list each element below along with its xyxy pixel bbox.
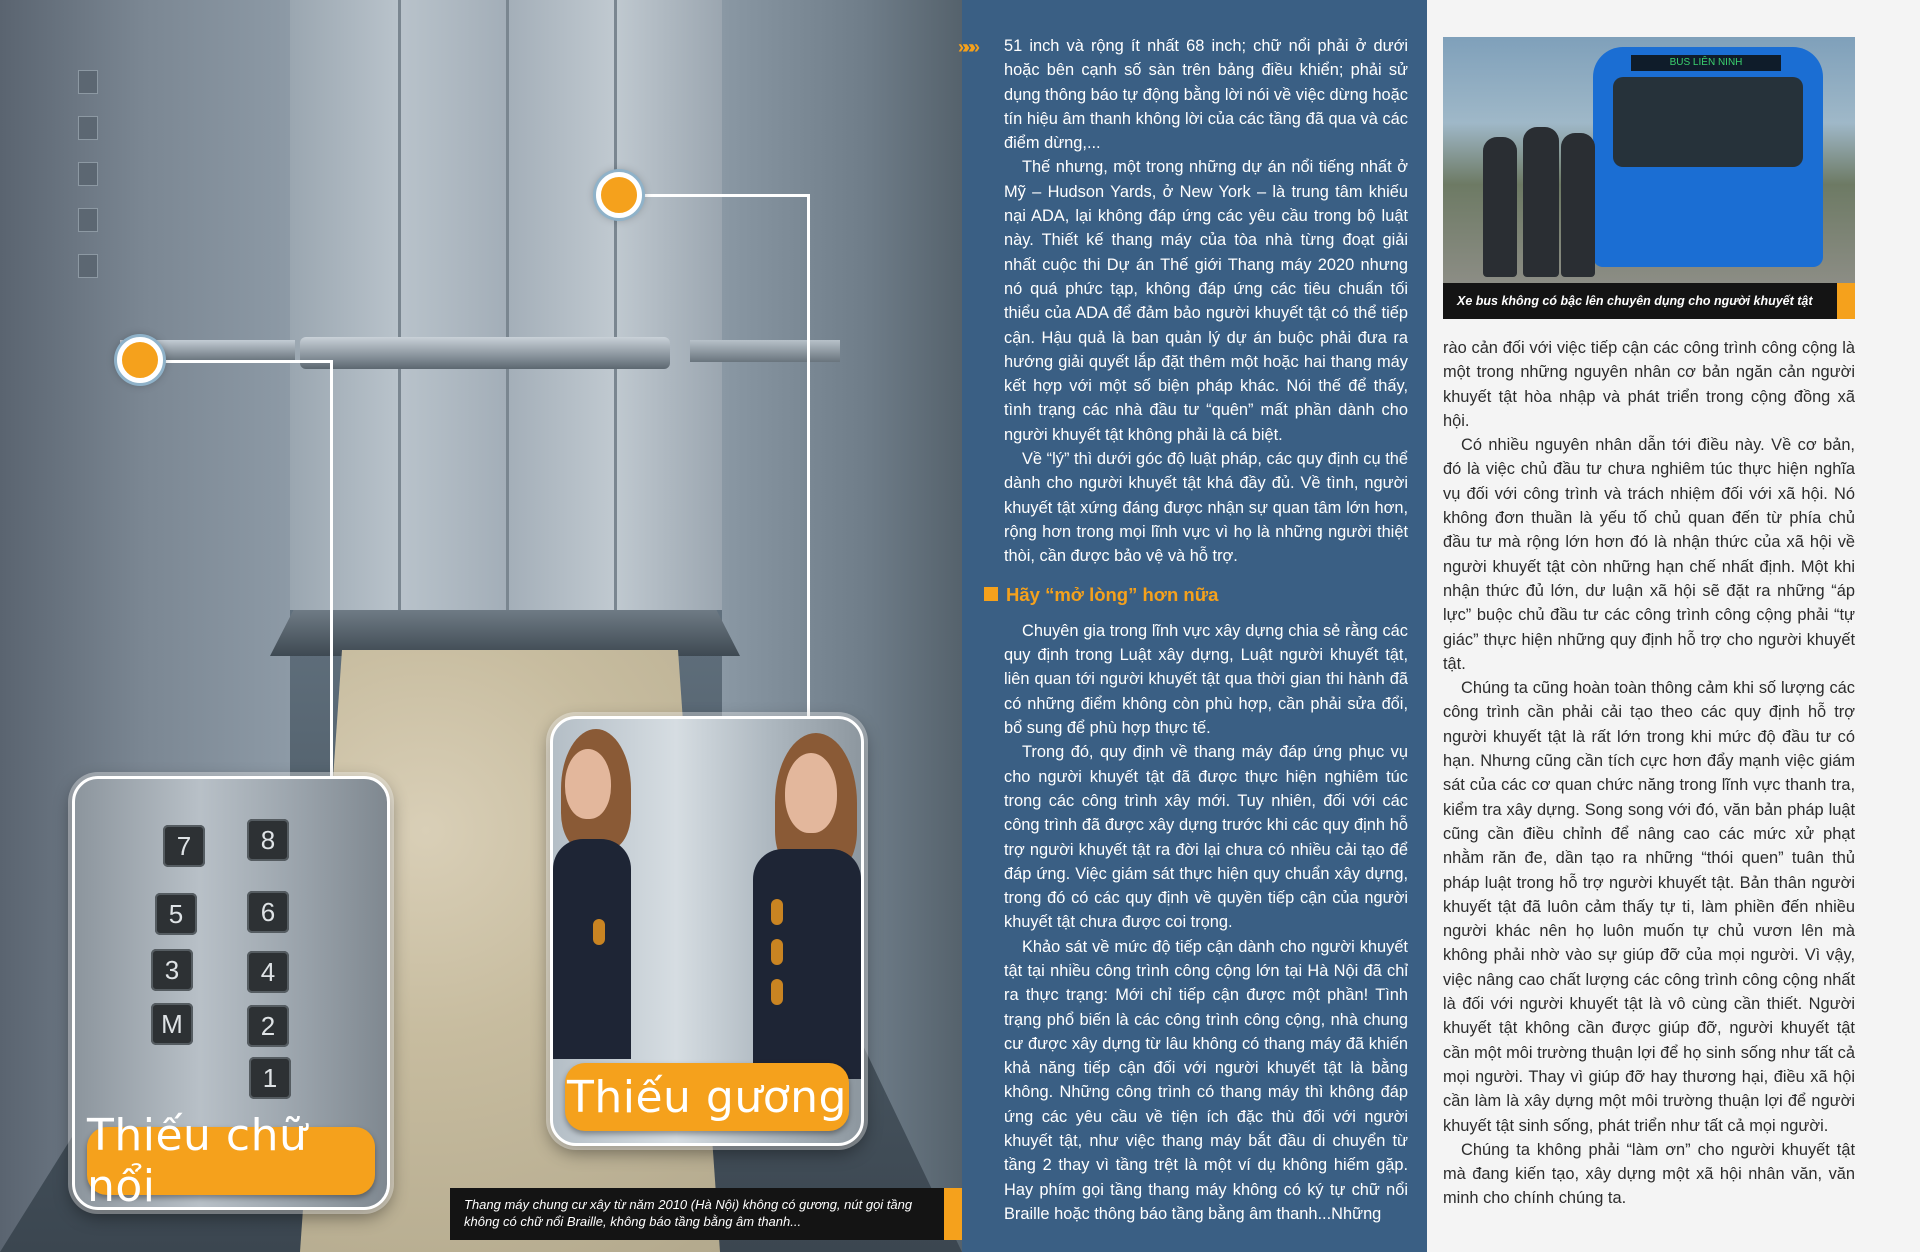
paragraph: Về “lý” thì dưới góc độ luật pháp, các quy định cụ thể dành cho người khuyết tật khá đầy đủ. Về tình, người khuyết tật xứng đáng được nhận sự quan tâm lớn hơn, rộng hơn trong mọi lĩnh vực vì họ là những người thiệt thòi, cần được bảo vệ và hỗ trợ. (1004, 450, 1408, 566)
panel-seam (398, 0, 401, 610)
floor-key: M (151, 1003, 193, 1045)
callout-marker (596, 172, 642, 218)
paragraph: Chúng ta cũng hoàn toàn thông cảm khi số lượng các công trình cần phải cải tạo theo các quy định hỗ trợ người khuyết tật là rất lớn trong khi mức độ đầu tư có hạn. Nhưng cũng cần tích cực hơn đẩy mạnh việc giám sát của các cơ quan chức năng trong lĩnh vực thanh tra, kiểm tra xây dựng. Song song với đó, văn bản pháp luật cũng cần điều chỉnh để nâng cao các mức xử phạt nhằm răn đe, dần tạo ra những “thói quen” tuân thủ pháp luật trong hỗ trợ người khuyết tật. Bản thân người khuyết tật đã luôn cảm thấy tự ti, làm phiền đến nhiều người khác nên họ luôn muốn tự chủ vươn lên mà không phải nhờ vào sự giúp đỡ của mọi người. Vì vậy, việc nâng cao chất lượng các công trình công cộng nhất là đối với người khuyết tật là vô cùng cần thiết. Người khuyết tật không cần được giúp đỡ, người khuyết tật cần một môi trường thuận lợi để họ sinh sống như tất cả mọi người. Thay vì giúp đỡ hay thương hại, điều xã hội cần làm là xây dựng một môi trường thuận lợi để người khuyết tật sinh sống, phát triển như tất cả mọi người. (1443, 679, 1855, 1135)
paragraph: Khảo sát về mức độ tiếp cận dành cho người khuyết tật tại nhiều công trình công cộng lớn tại Hà Nội đã chỉ ra thực trạng: Mới chỉ tiếp cận được một phần! Tình trạng phổ biến là các công trình công cộng, nhà chung cư được xây dựng từ lâu không có thang máy đã khiến khả năng tiếp cận đối với người khuyết tật là bằng không. Những công trình có thang máy thì không đáp ứng các yêu cầu về tiện ích đặc thù đối với người khuyết tật, như việc thang máy bắt đầu di chuyển từ tầng 2 thay vì tầng trệt là một ví dụ không hiếm gặp. Hay phím gọi tầng thang máy không có ký tự chữ nổi Braille hoặc thông báo tầng bằng âm thanh...Những (1004, 937, 1408, 1223)
floor-key: 7 (163, 825, 205, 867)
connector-line (140, 360, 332, 363)
bus-windshield (1613, 77, 1803, 167)
bus-route-sign: BUS LIÊN NINH (1631, 55, 1781, 71)
paragraph: Chuyên gia trong lĩnh vực xây dựng chia sẻ rằng các quy định trong Luật xây dựng, Luật người khuyết tật, liên quan tới người khuyết tật qua thời gian thi hành đã có những điểm không còn phù hợp, cần phải sửa đổi, bổ sung để phù hợp thực tế. (1004, 621, 1408, 738)
girl-face (785, 753, 837, 833)
inset-keypad (72, 776, 390, 1210)
floor-key: 3 (151, 949, 193, 991)
paragraph: rào cản đối với việc tiếp cận các công trình công cộng là một trong những nguyên nhân cơ bản ngăn cản người khuyết tật hòa nhập và phát triển trong cộng đồng xã hội. (1443, 339, 1855, 430)
paragraph: 51 inch và rộng ít nhất 68 inch; chữ nổi phải ở dưới hoặc bên cạnh số sàn trên bảng điều khiển; phải sử dụng thông báo tự động bằng lời nói về việc dừng hoặc tín hiệu âm thanh không lời của các tầng đã qua và các điểm dừng,... (1004, 37, 1408, 153)
bus-photo-caption-text: Xe bus không có bậc lên chuyên dụng cho người khuyết tật (1457, 294, 1813, 308)
article-text (1004, 34, 1408, 1226)
section-heading (1004, 583, 1408, 607)
girl-coat (753, 849, 861, 1079)
paragraph: Thế nhưng, một trong những dự án nổi tiếng nhất ở Mỹ – Hudson Yards, ở New York – là trung tâm khiếu nại ADA, lại không đáp ứng các yêu cầu trong bộ luật này. Thiết kế thang máy của tòa nhà từng đoạt giải nhất cuộc thi Dự án Thế giới Thang máy 2020 nhưng nó quá phức tạp, không đáp ứng các tiêu chuẩn tối thiểu của ADA để đảm bảo người khuyết tật có thể tiếp cận. Hậu quả là ban quản lý dự án buộc phải đưa ra hướng giải quyết lắp đặt thêm một hoặc hai thang máy kết hợp với một số biện pháp khác. Nói thế để thấy, tình trạng các nhà đầu tư “quên” mất phần dành cho người khuyết tật không phải là cá biệt. (1004, 158, 1408, 444)
continuation-chevrons-icon: »»» (958, 37, 977, 57)
paragraph: Có nhiều nguyên nhân dẫn tới điều này. Về cơ bản, đó là việc chủ đầu tư chưa nghiêm túc thực hiện nghĩa vụ đối với công trình và trách nhiệm đối với xã hội. Nó không đơn thuần là yếu tố chủ quan đến từ phía chủ đầu tư mà rộng lớn hơn đó là nhận thức của xã hội về người khuyết tật còn những hạn chế nhất định. Một khi nhận thức đủ lớn, dư luận xã hội sẽ đặt ra những “áp lực” buộc chủ đầu tư các công trình công cộng phải “tự giác” thực hiện những quy định hỗ trợ cho người khuyết tật. (1443, 436, 1855, 673)
floor-key: 6 (247, 891, 289, 933)
connector-line (626, 194, 810, 197)
photo-caption (450, 1188, 944, 1240)
passenger (1561, 133, 1595, 277)
paragraph: Chúng ta không phải “làm ơn” cho người khuyết tật mà đang kiến tạo, xây dựng một xã hội nhân văn, văn minh cho chính chúng ta. (1443, 1140, 1855, 1208)
passenger (1523, 127, 1559, 277)
paragraph: Trong đó, quy định về thang máy đáp ứng phục vụ cho người khuyết tật đã được thực hiện nghiêm túc trong các công trình xây mới. Tuy nhiên, đối với các công trình đã được xây dựng trước khi các quy định hỗ trợ người khuyết tật ra đời lại chưa có nhiều cải tạo để đáp ứng. Việc giám sát thực hiện quy chuẩn xây dựng, trong đó có các quy định về quyền tiếp cận của người khuyết tật chưa được coi trọng. (1004, 743, 1408, 932)
heading-square-icon (984, 587, 998, 601)
panel-seam (506, 0, 509, 610)
wall-button-strip (78, 70, 108, 330)
panel-seam (614, 0, 617, 610)
floor-key: 1 (249, 1057, 291, 1099)
reflection-coat (553, 839, 631, 1059)
floor-key: 8 (247, 819, 289, 861)
callout-marker (117, 337, 163, 383)
coat-toggle (771, 939, 783, 965)
coat-toggle (593, 919, 605, 945)
article-text (1443, 336, 1855, 1211)
caption-accent-bar (1837, 283, 1855, 319)
section-heading-text: Hãy “mở lòng” hơn nữa (1006, 583, 1219, 605)
handrail-right (690, 340, 840, 362)
elevator-back-panel (290, 0, 722, 610)
callout-missing-mirror: Thiếu gương (565, 1063, 849, 1131)
connector-line (330, 360, 333, 780)
connector-line (807, 194, 810, 719)
coat-toggle (771, 979, 783, 1005)
bus-photo (1443, 37, 1855, 283)
floor-key: 5 (155, 893, 197, 935)
floor-key: 2 (247, 1005, 289, 1047)
inset-mirror (550, 716, 864, 1146)
caption-accent-bar (944, 1188, 962, 1240)
reflection-face (565, 749, 611, 819)
photo-caption-line: không có chữ nổi Braille, không báo tầng bằng âm thanh... (464, 1214, 802, 1229)
middle-text-column (962, 0, 1427, 1252)
bus-photo-caption (1443, 283, 1855, 319)
photo-caption-line: Thang máy chung cư xây từ năm 2010 (Hà Nội) không có gương, nút gọi tầng (464, 1197, 913, 1212)
floor-key: 4 (247, 951, 289, 993)
handrail-back (300, 337, 670, 369)
passenger (1483, 137, 1517, 277)
coat-toggle (771, 899, 783, 925)
callout-missing-braille: Thiếu chữ nổi (87, 1127, 375, 1195)
floor-rim (270, 610, 740, 656)
